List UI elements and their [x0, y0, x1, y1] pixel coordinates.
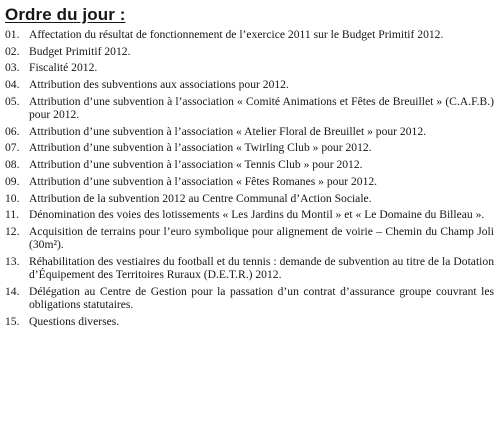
- agenda-item-text: Réhabilitation des vestiaires du football et du tennis : demande de subvention au titre de la Dotation d’Équipement des Territoires Ruraux (D.E.T.R.) 2012.: [29, 254, 494, 282]
- agenda-item-text: Attribution d’une subvention à l’association « Comité Animations et Fêtes de Breuillet » (C.A.F.B.) pour 2012.: [29, 94, 494, 122]
- agenda-item-number: 02.: [5, 44, 20, 58]
- agenda-list: [5, 28, 496, 328]
- agenda-item-10: [5, 192, 496, 205]
- agenda-item-text: Attribution d’une subvention à l’association « Atelier Floral de Breuillet » pour 2012.: [29, 124, 427, 138]
- agenda-item-05: [5, 95, 496, 121]
- agenda-item-text: Attribution d’une subvention à l’association « Fêtes Romanes » pour 2012.: [29, 174, 378, 188]
- agenda-item-07: [5, 141, 496, 154]
- agenda-item-13: [5, 255, 496, 281]
- agenda-item-text: Délégation au Centre de Gestion pour la passation d’un contrat d’assurance groupe couvrant les obligations statutaires.: [29, 284, 494, 311]
- agenda-item-text: Acquisition de terrains pour l’euro symbolique pour alignement de voirie – Chemin du Champ Joli (30m²).: [29, 224, 494, 252]
- agenda-title: Ordre du jour :: [5, 5, 126, 24]
- agenda-item-04: [5, 78, 496, 91]
- agenda-item-14: [5, 285, 496, 311]
- agenda-item-number: 11.: [5, 208, 20, 222]
- agenda-item-02: [5, 45, 496, 58]
- agenda-item-15: [5, 315, 496, 328]
- agenda-item-number: 15.: [5, 314, 20, 328]
- agenda-item-text: Budget Primitif 2012.: [29, 44, 131, 58]
- agenda-item-text: Attribution d’une subvention à l’association « Twirling Club » pour 2012.: [29, 141, 372, 155]
- agenda-item-09: [5, 175, 496, 188]
- agenda-item-text: Questions diverses.: [29, 314, 120, 328]
- agenda-item-number: 04.: [5, 78, 20, 92]
- agenda-item-number: 07.: [5, 141, 20, 155]
- agenda-item-number: 08.: [5, 158, 20, 172]
- agenda-item-12: [5, 225, 496, 251]
- agenda-item-03: [5, 61, 496, 74]
- agenda-item-number: 01.: [5, 28, 20, 41]
- agenda-item-text: Affectation du résultat de fonctionnement de l’exercice 2011 sur le Budget Primitif 2012.: [29, 28, 444, 41]
- agenda-item-01: [5, 28, 496, 41]
- agenda-item-text: Dénomination des voies des lotissements « Les Jardins du Montil » et « Le Domaine du Billeau ».: [29, 208, 485, 222]
- agenda-item-08: [5, 158, 496, 171]
- agenda-item-number: 06.: [5, 124, 20, 138]
- agenda-item-number: 12.: [5, 224, 20, 238]
- agenda-item-number: 13.: [5, 254, 20, 268]
- agenda-item-06: [5, 125, 496, 138]
- agenda-item-number: 03.: [5, 61, 20, 75]
- agenda-item-text: Attribution d’une subvention à l’association « Tennis Club » pour 2012.: [29, 158, 363, 172]
- agenda-item-number: 14.: [5, 284, 20, 298]
- agenda-item-text: Fiscalité 2012.: [29, 61, 98, 75]
- agenda-item-number: 09.: [5, 174, 20, 188]
- agenda-item-text: Attribution de la subvention 2012 au Centre Communal d’Action Sociale.: [29, 191, 372, 205]
- agenda-item-number: 10.: [5, 191, 20, 205]
- agenda-item-number: 05.: [5, 94, 20, 108]
- agenda-item-text: Attribution des subventions aux associations pour 2012.: [29, 78, 289, 92]
- agenda-item-11: [5, 208, 496, 221]
